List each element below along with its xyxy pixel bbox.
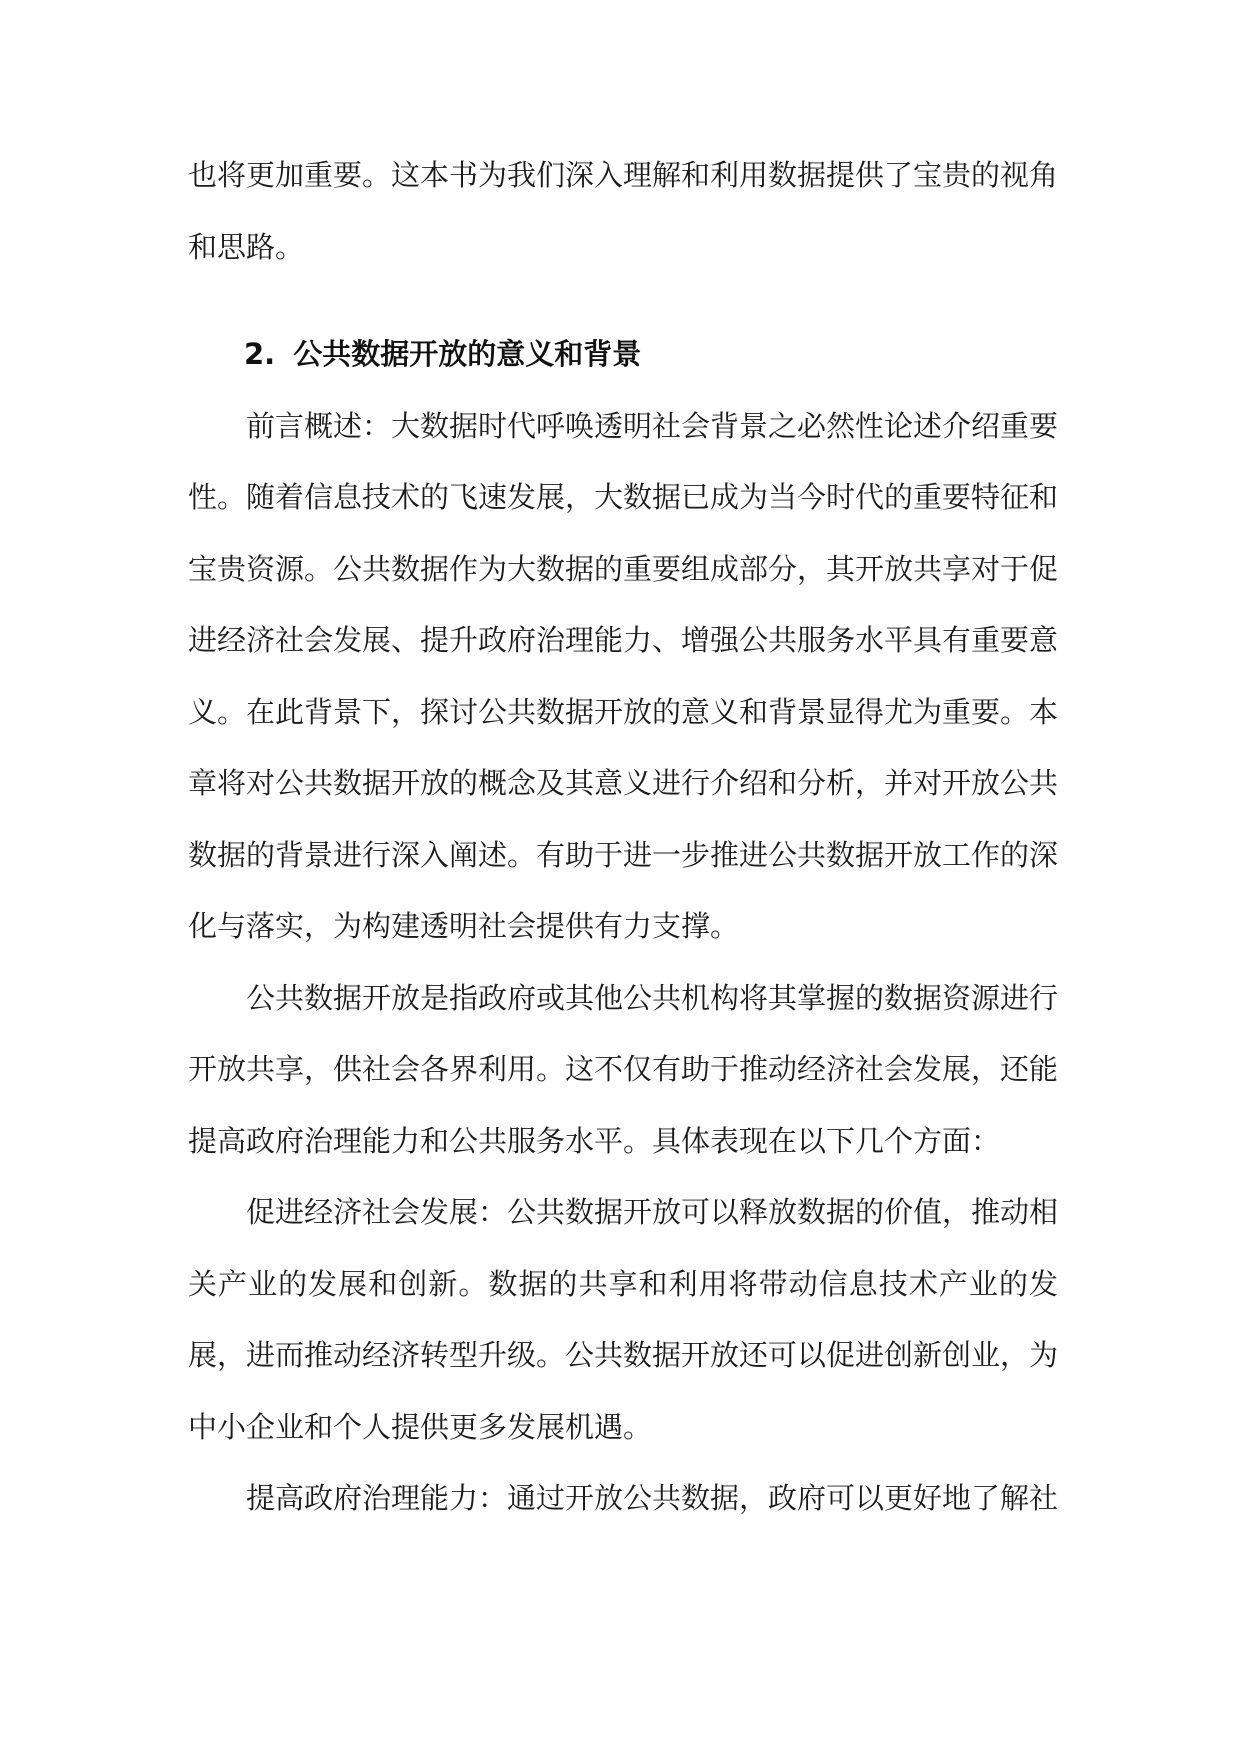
paragraph-economic: 促进经济社会发展：公共数据开放可以释放数据的价值，推动相关产业的发展和创新。数据的共享和利用将带动信息技术产业的发展，进而推动经济转型升级。公共数据开放还可以促进创新创业，为中小企业和个人提供更多发展机遇。 — [188, 1195, 1059, 1444]
document-body — [188, 140, 1058, 1535]
section-title: 公共数据开放的意义和背景 — [293, 337, 642, 371]
paragraph-definition: 公共数据开放是指政府或其他公共机构将其掌握的数据资源进行开放共享，供社会各界利用。这不仅有助于推动经济社会发展，还能提高政府治理能力和公共服务水平。具体表现在以下几个方面： — [188, 980, 1059, 1158]
section-heading — [188, 319, 1058, 391]
paragraph-intro: 前言概述：大数据时代呼唤透明社会背景之必然性论述介绍重要性。随着信息技术的飞速发展，大数据已成为当今时代的重要特征和宝贵资源。公共数据作为大数据的重要组成部分，其开放共享对于促进经济社会发展、提升政府治理能力、增强公共服务水平具有重要意义。在此背景下，探讨公共数据开放的意义和背景显得尤为重要。本章将对公共数据开放的概念及其意义进行介绍和分析，并对开放公共数据的背景进行深入阐述。有助于进一步推进公共数据开放工作的深化与落实，为构建透明社会提供有力支撑。 — [188, 408, 1059, 943]
paragraph-governance: 提高政府治理能力：通过开放公共数据，政府可以更好地了解社 — [246, 1481, 1059, 1515]
section-number: 2. — [244, 337, 276, 371]
paragraph-continued: 也将更加重要。这本书为我们深入理解和利用数据提供了宝贵的视角和思路。 — [188, 158, 1059, 264]
